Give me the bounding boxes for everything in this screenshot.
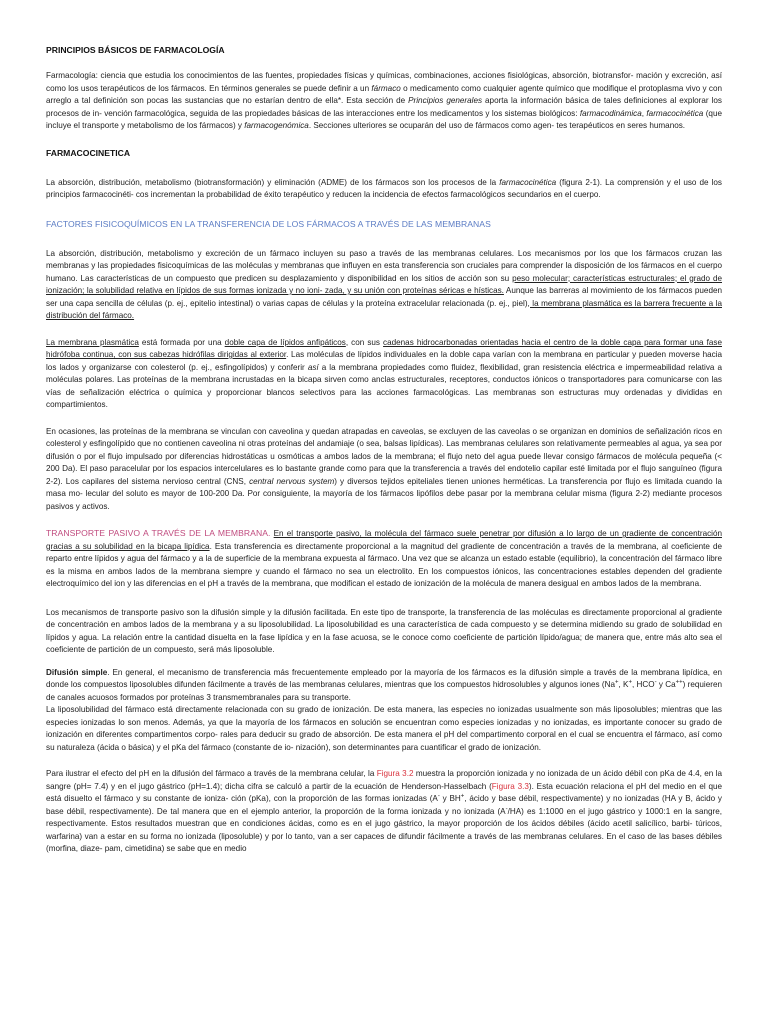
- paragraph-difusion-simple: [46, 667, 722, 705]
- superscript: +: [460, 793, 465, 800]
- heading-factores-fisicoquimicos: FACTORES FISICOQUÍMICOS EN LA TRANSFERENCIA DE LOS FÁRMACOS A TRAVÉS DE LAS MEMBRANAS: [46, 218, 491, 229]
- text-run: o medicamento como cualquier agente químico que modifique el protoplasma vivo y con arreglo a tal definición son pocas las sustancias que no estarían dentro de ella*. Esta sección de: [46, 83, 722, 105]
- text-run: ) requieren de canales acuosos formados por proteínas 3 transmembranales para su transporte.: [46, 680, 723, 702]
- text-run: Farmacología: ciencia que estudia los conocimientos de las fuentes, propiedades físicas y químicas, combinaciones, acciones fisiológicas, absorción, biotransfor- mación y excreción, así como los usos terapéuticos de los fármacos. En términos generales se puede definir a un: [46, 71, 722, 93]
- italic-term: así: [307, 362, 319, 372]
- italic-term: fármaco: [371, 83, 401, 93]
- underlined-text: peso molecular; características estructurales; el grado de ionización; la solubilidad relativa en lípidos de sus formas ionizada y no ioni- zada, y su unión con proteínas séricas e hísticas.: [46, 273, 722, 295]
- figure-reference: Figura 3.2: [376, 769, 414, 778]
- text-run: En ocasiones, las proteínas de la membrana se vinculan con caveolina y quedan atrapadas en caveolas, se excluyen de las caveolas o se organizan en dominios de señalización ricos en colesterol y esfingolípido que no contienen caveolina ni otras proteínas del andamiaje (o sea, balsas lipídicas). Las membranas celulares son relativamente permeables al agua, ya sea por difusión o por el flujo impulsado por diferencias hidrostáticas u osmóticas a ambos lados de la membrana; el flujo neto del agua puede llevar consigo fármacos de molécula pequeña (< 200 Da). El paso paracelular por los espacios intercelulares es lo bastante grande como para que la transferencia a través del endotelio capilar esté limitada por el flujo sanguíneo (figura 2-2). Los capilares del sistema nervioso central (CNS,: [46, 426, 722, 486]
- text-run: (que incluye el transporte y metabolismo de los fármacos) y: [46, 108, 722, 130]
- text-run: /HA) es 1:1000 en el jugo gástrico y 1000:1 en la sangre, respectivamente. Estos resultados muestran que en condiciones ácidas, como es en el jugo gástrico, la mayor proporción de los ácidos débiles (ácido acetil salicílico, barbi- túricos, warfarina) van a estar en su forma no ionizada (liposoluble) y por lo tanto, van a ser capaces de difundir fácilmente a través de las membranas celulares. En el caso de las bases débiles (morfina, diaze- pam, cimetidina) se sabe que en medio: [46, 806, 722, 853]
- text-run: . En general, el mecanismo de transferencia más frecuentemente empleado por la mayoría de los fármacos es la difusión simple a través de la membrana lipídica, en donde los compuestos liposolubles difunden fácilmente a través de las membranas celulares, mientras que los compuestos hidrosolubles y algunos iones (Na: [46, 667, 722, 689]
- underlined-text: La membrana plasmática: [46, 337, 139, 347]
- text-run: , HCO: [631, 680, 655, 689]
- text-run: . Las moléculas de lípidos individuales en la doble capa varían con la membrana en particular y pueden moverse hacia los lados y organizarse con colesterol (p. ej., esfingolípidos) y conferir: [46, 350, 722, 372]
- superscript: +: [628, 679, 632, 686]
- paragraph-absorcion-membranas: [46, 248, 722, 323]
- text-run: a la membrana propiedades como fluidez, flexibilidad, gran resistencia eléctrica e impermeabilidad relativa a moléculas polares. Las proteínas de la membrana incrustadas en la bicapa sirven como anclas estructurales, receptores, conductos iónicos o transportadores para comunicarse con las vías de señalización eléctrica o química y proporcionar blancos selectivos para las acciones farmacológicas. Las membranas son estructuras muy ordenadas y divididas en compartimientos.: [46, 362, 722, 409]
- italic-term: farmacogenómica: [244, 121, 309, 130]
- superscript: ++: [675, 679, 683, 686]
- paragraph-farmacologia: [46, 70, 722, 133]
- paragraph-liposolubilidad: La liposolubilidad del fármaco está directamente relacionada con su grado de ionización. De esta manera, las especies no ionizadas usualmente son más liposolubles; mientras que las especies ionizadas lo son menos. Además, ya que la mayoría de los fármacos en solución se encuentran como especies ionizadas y no ionizadas, es importante conocer su grado de ionización en diferentes compartimentos corpo- rales para deducir su grado de absorción. De esta manera el pH del compartimento corporal en el cual se encuentra el fármaco, así como su naturaleza (ácida o básica) y el pKa del fármaco (constante de io- nización), son determinantes para cuantificar el grado de ionización.: [46, 705, 722, 752]
- text-run: ) y diversos tejidos epiteliales tienen uniones herméticas. La transferencia por flujo es limitada cuando la masa mo- lecular del soluto es mayor de 100-200 Da. Por consiguiente, la mayoría de los fármacos lipófilos debe pasar por la membrana celular misma (figura 2-2) mediante procesos pasivos y activos.: [46, 476, 722, 511]
- paragraph-membrana-plasmatica: [46, 337, 722, 412]
- subheading-difusion-simple: Difusión simple: [46, 667, 108, 677]
- figure-reference: Figura 3.3: [491, 781, 529, 791]
- italic-term: farmacodinámica: [579, 108, 642, 118]
- subheading-transporte-pasivo: TRANSPORTE PASIVO A TRAVÉS DE LA MEMBRANA.: [46, 528, 271, 538]
- text-run: ,: [641, 108, 647, 118]
- text-run: . Secciones ulteriores se ocuparán del uso de fármacos como agen- tes terapéuticos en seres humanos.: [308, 121, 686, 130]
- italic-term: Principios generales: [408, 96, 483, 105]
- paragraph-caveolas: [46, 426, 722, 514]
- paragraph-transporte-pasivo: [46, 527, 722, 591]
- text-run: , ácido y base débil, respectivamente) y no ionizadas (HA y B, ácido y base débil, respectivamente). De tal manera que en el ejemplo anterior, la proporción de la forma ionizada y no ionizada (A: [46, 794, 722, 816]
- paragraph-mecanismos-transporte: Los mecanismos de transporte pasivo son la difusión simple y la difusión facilitada. En este tipo de transporte, la transferencia de las moléculas es directamente proporcional al gradiente de concentración en ambos lados de la membrana y a su liposolubilidad. La liposolubilidad es una característica de cada compuesto y se determina midiendo su grado de solubilidad en lípidos y agua. La relación entre la cantidad disuelta en la fase lipídica y en la fase acuosa, se le conoce como coeficiente de partición lípido/agua; de manera que, entre más alto sea el coeficiente de partición de un compuesto, será más liposoluble.: [46, 607, 722, 654]
- text-run: ). Esta ecuación relaciona el pH del medio en el que está disuelto el fármaco y su constante de ioniza- ción (pKa), con la proporción de las formas ionizadas (A: [46, 781, 723, 803]
- text-run: (figura 2-1). La comprensión y el uso de los principios farmacocinéti- cos incrementan la probabilidad de éxito terapéutico y reducen la incidencia de efectos farmacológicos secundarios en el cuerpo.: [46, 177, 722, 199]
- text-run: . Esta transferencia es directamente proporcional a la magnitud del gradiente de concentración a través de la membrana, al coeficiente de reparto entre lípidos y agua del fármaco y a la de superficie de la membrana expuesta al fármaco. Una vez que se alcanza un estado estable (equilibrio), la concentración del fármaco libre es la misma en ambos lados de la membrana siempre y cuando el fármaco no sea un electrolito. En los compuestos iónicos, las concentraciones estables dependen del gradiente electroquímico del ion y las diferencias en el pH a través de la membrana, que modifican el estado de ionización de la molécula de manera desigual en ambos lados de la membrana.: [46, 541, 722, 588]
- text-run: , K: [618, 680, 629, 689]
- text-run: La absorción, distribución, metabolismo y excreción de un fármaco incluyen su paso a través de las membranas celulares. Los mecanismos por los que los fármacos cruzan las membranas y las propiedades fisicoquímicas de las moléculas y membranas que influyen en esta transferencia son cruciales para comprender la disposición de los fármacos en el cuerpo humano. Las características de un compuesto que predicen su desplazamiento y disponibilidad en los sitios de acción son su: [46, 248, 722, 283]
- italic-term: central nervous system: [249, 476, 335, 486]
- italic-term: farmacocinética: [499, 177, 557, 187]
- superscript: -: [654, 679, 657, 686]
- text-run: , con sus: [345, 337, 384, 347]
- text-run: Aunque las barreras al movimiento de los fármacos pueden ser una capa sencilla de células (p. ej., epitelio intestinal) o varias capas de células y la proteína extracelular relacionada (p. ej., piel): [46, 286, 722, 308]
- italic-term: farmacocinética: [646, 108, 704, 118]
- underlined-text: En el transporte pasivo, la molécula del fármaco suele penetrar por difusión a lo largo de un gradiente de concentración gracias a su solubilidad en la bicapa lipídica: [46, 529, 722, 551]
- underlined-text: doble capa de lípidos anfipáticos: [224, 337, 346, 347]
- superscript: -: [505, 805, 508, 812]
- text-run: Para ilustrar el efecto del pH en la difusión del fármaco a través de la membrana celular, la: [46, 769, 377, 778]
- text-run: está formada por una: [138, 337, 225, 347]
- underlined-text: cadenas hidrocarbonadas orientadas hacia el centro de la doble capa para formar una fase hidrófoba continua, con sus cabezas hidrófilas dirigidas al exterior: [46, 337, 722, 359]
- paragraph-farmacocinetica: [46, 177, 722, 202]
- superscript: -: [437, 793, 440, 800]
- superscript: +: [614, 679, 619, 686]
- text-run: muestra la proporción ionizada y no ionizada de un ácido débil con pKa de 4.4, en la sangre (pH= 7.4) y en el jugo gástrico (pH=1.4); dicha cifra se calculó a partir de la ecuación de Henderson-Hasselbach (: [46, 769, 722, 791]
- heading-farmacocinetica: FARMACOCINETICA: [46, 147, 131, 158]
- document-title: PRINCIPIOS BÁSICOS DE FARMACOLOGÍA: [46, 45, 225, 55]
- text-run: La absorción, distribución, metabolismo (biotransformación) y eliminación (ADME) de los fármacos son los procesos de la: [46, 177, 500, 187]
- text-run: aporta la información básica de tales definiciones al explorar los procesos de in- vención farmacológica, seguida de las propiedades básicas de las interacciones entre los medicamentos y los sistemas biológicos:: [46, 96, 722, 118]
- underlined-text: , la membrana plasmática es la barrera frecuente a la distribución del fármaco.: [46, 298, 722, 320]
- paragraph-efecto-ph: [46, 768, 722, 856]
- text-run: y Ca: [656, 680, 676, 689]
- text-run: y BH: [439, 794, 461, 803]
